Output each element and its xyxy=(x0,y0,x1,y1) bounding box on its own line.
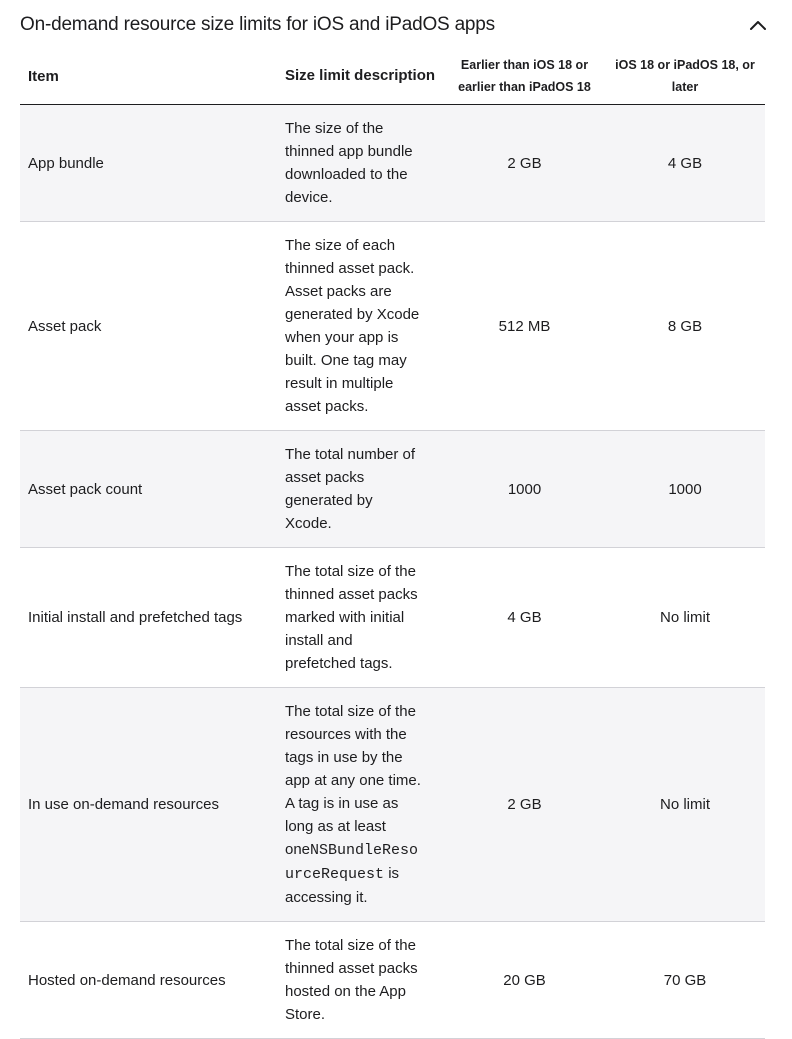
section-title: On-demand resource size limits for iOS and iPadOS apps xyxy=(20,14,495,35)
collapse-button[interactable] xyxy=(744,11,772,39)
cell-earlier-limit: 20 GB xyxy=(444,922,605,1039)
size-limits-table xyxy=(20,48,765,1039)
description-text: The total size of the resources with the tags in use by the app at any one time. A tag is in use as long as at least one xyxy=(285,703,421,858)
cell-description: The size of the thinned app bundle downloaded to the device. xyxy=(285,105,444,222)
cell-later-limit: No limit xyxy=(605,548,765,688)
column-header-later: iOS 18 or iPadOS 18, or later xyxy=(605,48,765,105)
cell-later-limit: 4 GB xyxy=(605,105,765,222)
cell-later-limit: 70 GB xyxy=(605,922,765,1039)
cell-description xyxy=(285,688,444,922)
section-header xyxy=(20,10,768,40)
cell-item: App bundle xyxy=(20,105,285,222)
table-row xyxy=(20,922,765,1039)
cell-item: Asset pack count xyxy=(20,431,285,548)
cell-earlier-limit: 4 GB xyxy=(444,548,605,688)
table-row xyxy=(20,105,765,222)
column-header-item: Item xyxy=(20,48,285,105)
cell-later-limit: No limit xyxy=(605,688,765,922)
cell-item: Asset pack xyxy=(20,222,285,431)
column-header-description: Size limit description xyxy=(285,48,444,105)
cell-earlier-limit: 1000 xyxy=(444,431,605,548)
cell-earlier-limit: 2 GB xyxy=(444,105,605,222)
cell-earlier-limit: 512 MB xyxy=(444,222,605,431)
cell-description: The total size of the thinned asset packs marked with initial install and prefetched tags. xyxy=(285,548,444,688)
cell-later-limit: 1000 xyxy=(605,431,765,548)
cell-item: Hosted on-demand resources xyxy=(20,922,285,1039)
cell-earlier-limit: 2 GB xyxy=(444,688,605,922)
cell-description: The total number of asset packs generated by Xcode. xyxy=(285,431,444,548)
column-header-earlier: Earlier than iOS 18 or earlier than iPadOS 18 xyxy=(444,48,605,105)
cell-item: In use on-demand resources xyxy=(20,688,285,922)
chevron-up-icon xyxy=(749,19,767,31)
table-row xyxy=(20,688,765,922)
cell-description: The size of each thinned asset pack. Asset packs are generated by Xcode when your app is built. One tag may result in multiple asset packs. xyxy=(285,222,444,431)
table-row xyxy=(20,431,765,548)
table-row xyxy=(20,548,765,688)
description-text: is accessing it. xyxy=(285,865,400,906)
code-nsbundleresourcerequest: NSBundleResourceRequest xyxy=(285,842,419,883)
table-row xyxy=(20,222,765,431)
cell-description: The total size of the thinned asset packs hosted on the App Store. xyxy=(285,922,444,1039)
table-header-row xyxy=(20,48,765,105)
cell-later-limit: 8 GB xyxy=(605,222,765,431)
cell-item: Initial install and prefetched tags xyxy=(20,548,285,688)
